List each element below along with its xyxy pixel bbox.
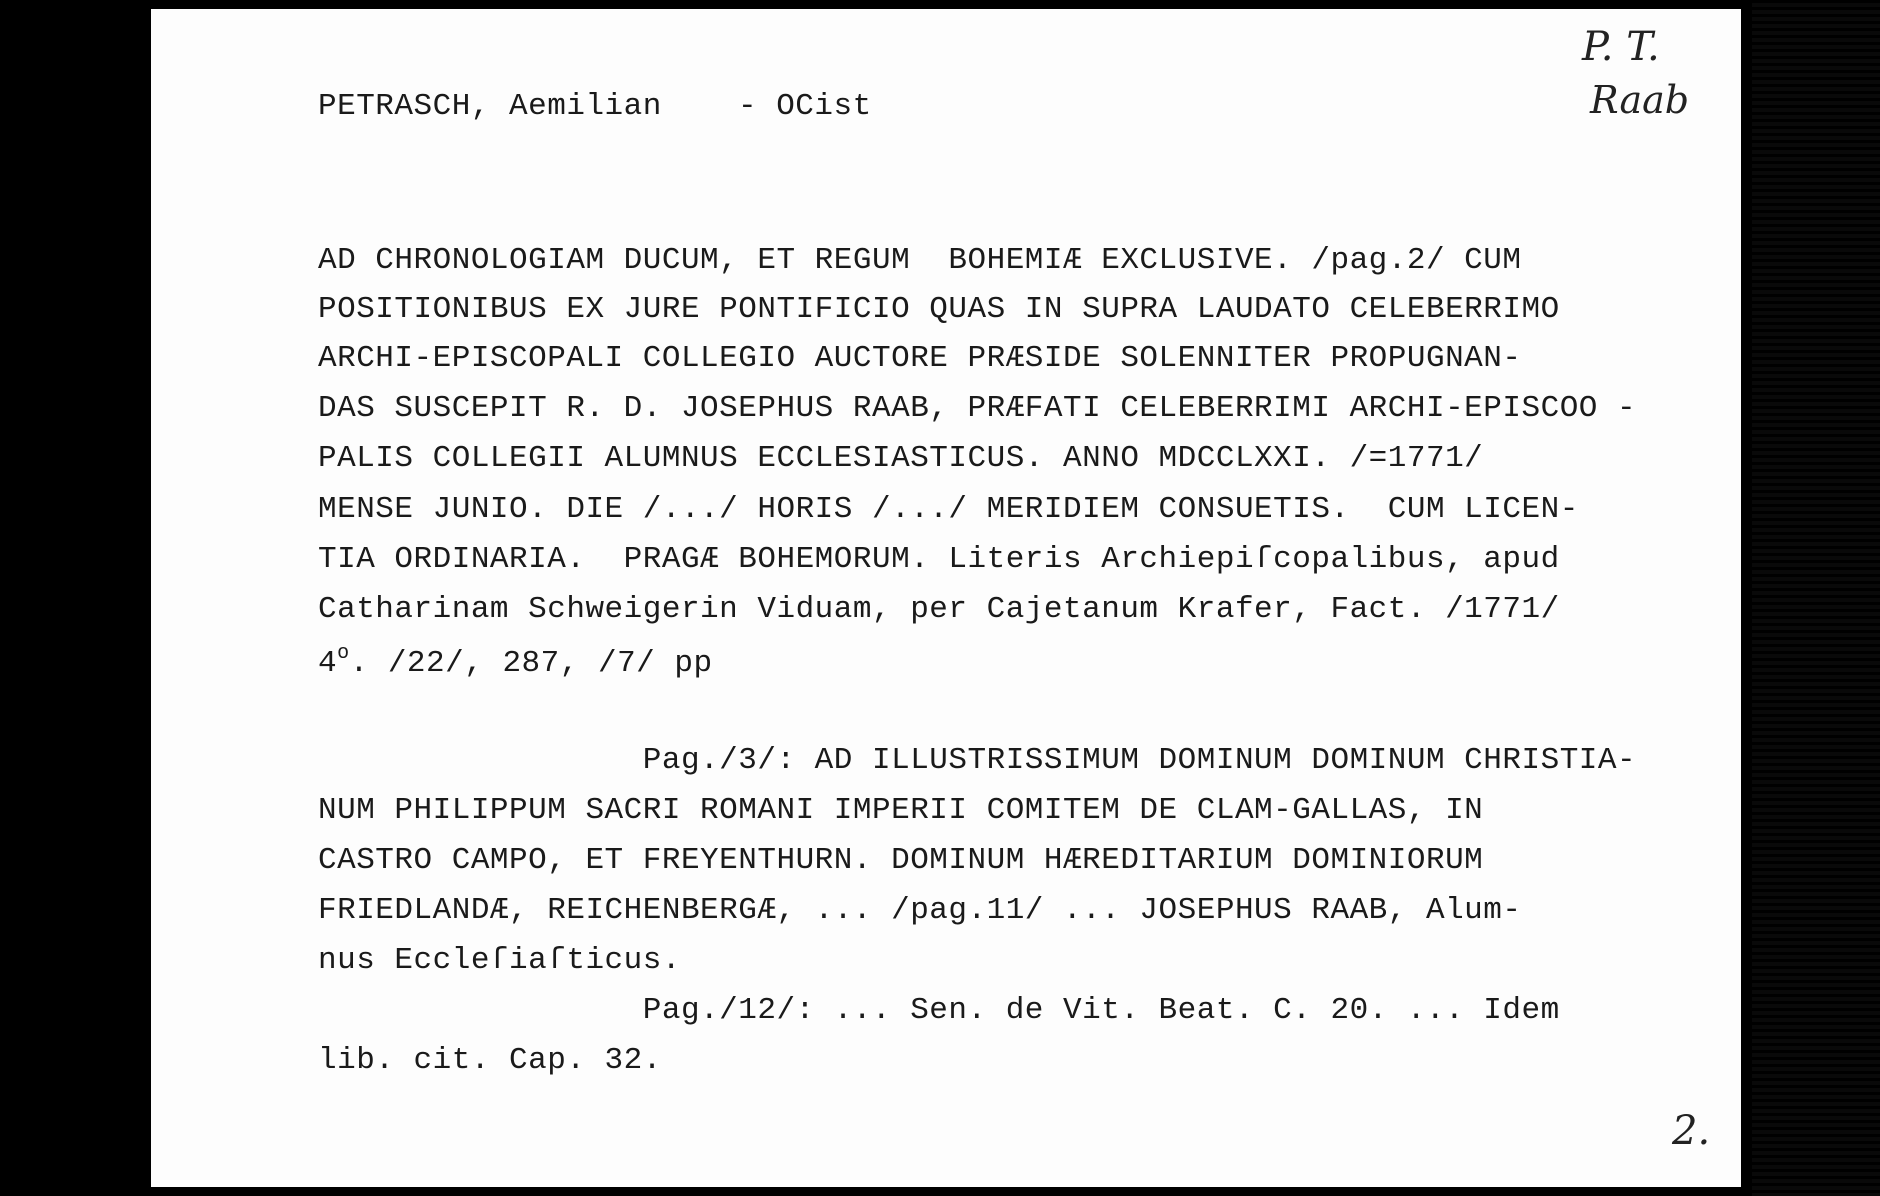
title-line: MENSE JUNIO. DIE /.../ HORIS /.../ MERIDIEM CONSUETIS. CUM LICEN- [318,492,1579,527]
title-line: ARCHI-EPISCOPALI COLLEGIO AUCTORE PRÆSIDE SOLENNITER PROPUGNAN- [318,341,1522,376]
religious-order: - OCist [738,89,872,124]
dedication-line: FRIEDLANDÆ, REICHENBERGÆ, ... /pag.11/ ... JOSEPHUS RAAB, Alum- [318,893,1522,928]
title-line: AD CHRONOLOGIAM DUCUM, ET REGUM BOHEMIÆ EXCLUSIVE. /pag.2/ CUM [318,243,1522,278]
dedication-line: CASTRO CAMPO, ET FREYENTHURN. DOMINUM HÆREDITARIUM DOMINIORUM [318,843,1484,878]
title-line: PALIS COLLEGII ALUMNUS ECCLESIASTICUS. ANNO MDCCLXXI. /=1771/ [318,441,1484,476]
title-line: DAS SUSCEPIT R. D. JOSEPHUS RAAB, PRÆFATI CELEBERRIMI ARCHI-EPISCOO - [318,391,1637,426]
dedication-line: NUM PHILIPPUM SACRI ROMANI IMPERII COMITEM DE CLAM-GALLAS, IN [318,793,1484,828]
format-line [318,644,713,679]
dedication-line: nus Eccleſiaſticus. [318,943,681,978]
scan-edge [1752,0,1880,1196]
author-name: PETRASCH, Aemilian [318,89,662,124]
format-pagination: . /22/, 287, /7/ pp [349,646,713,681]
title-line: TIA ORDINARIA. PRAGÆ BOHEMORUM. Literis Archiepiſcopalibus, apud [318,542,1560,577]
handwritten-page-number: 2. [1672,1108,1711,1154]
citation-line: lib. cit. Cap. 32. [318,1043,662,1078]
handwritten-name: Raab [1590,78,1690,122]
title-line: POSITIONIBUS EX JURE PONTIFICIO QUAS IN SUPRA LAUDATO CELEBERRIMO [318,292,1560,327]
title-line: Catharinam Schweigerin Viduam, per Cajetanum Krafer, Fact. /1771/ [318,592,1560,627]
format-size: 4 [318,646,338,681]
format-degree: o [337,642,350,665]
citation-line: Pag./12/: ... Sen. de Vit. Beat. C. 20. ... Idem [318,993,1560,1028]
handwritten-shelfmark: P. T. [1582,24,1660,70]
dedication-line: Pag./3/: AD ILLUSTRISSIMUM DOMINUM DOMINUM CHRISTIA- [318,743,1637,778]
